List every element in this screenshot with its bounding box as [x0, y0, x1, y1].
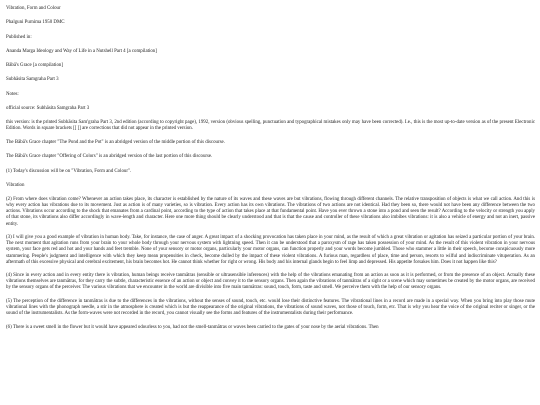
published-in-label: Published in:: [6, 34, 32, 40]
paragraph: (2) From where does vibration come? Whenever an action takes place, its character is established by the nature of its waves and these waves are but vibrations, flowing through different channels. The relative transposition of objects is what we call action. And this is why every action has vibrations due to its movement. Just as action is of many varieties, so is vibration. Every action has its own vibrations. The vibrations of two actions are not identical. Had they been so, there would not have been any difference between the two actions. Vibrations occur according to the shock that emanates from a cardinal point, according to the type of action that takes place at that fundamental point. Have you ever thrown a stone into a pond and seen the result? According to the velocity or strength you apply of that stone, its vibrations also differ accordingly in wave-length and character. Here one more thing should be clearly understood and that is that the cause and controller of these vibrations also imbibes vibrations: it is also a vehicle of energy and not an inert, passive entity.: [6, 197, 535, 227]
section-heading: Vibration: [6, 182, 25, 188]
grace-note: The Bābā's Grace chapter "Offering of Colors" is an abridged version of the last portion of this discourse.: [6, 154, 213, 160]
official-source-note: official source: Subhāsita Samgraha Part 3: [6, 105, 90, 111]
paragraph: (1) Today's discussion will be on "Vibration, Form and Colour".: [6, 168, 132, 174]
published-item: Subhāsita Samgraha Part 3: [6, 77, 59, 83]
published-item: Ananda Marga Ideology and Way of Life in a Nutshell Part 4 [a compilation]: [6, 48, 157, 54]
document-title: Vibration, Form and Colour: [6, 6, 61, 11]
version-note: this version: is the printed Subhāsita Sam'graha Part 3, 2nd edition (according to copyright page), 1992, version (obvious spelling, punctuation and typographical mistakes only may have been corrected). I.e., this is the most up-to-date version as of the present Electronic Edition. Words in square brackets [[ ]] are corrections that did not appear in the printed version.: [6, 120, 535, 132]
notes-label: Notes:: [6, 91, 19, 97]
paragraph: (5) The perception of the difference in tanmātras is due to the differences in the vibrations, without the senses of sound, touch, etc. would lose their distinctive features. The vibrational lines in a record are made in a special way. When you bring into play those mute vibrational lines with the phonograph needle, a stir in the atmosphere is created which is but the reappearance of the original vibrations, the vibrations of sound waves, not those of touch, form, etc. That is why you hear the voice of the original reciter or singer, or the sound of the instrumentalists. As the form-waves were not recorded in the record, you cannot visually see the forms and features of the instrumentalists during their performance.: [6, 299, 535, 317]
paragraph: (4) Since in every action and in every entity there is vibration, human beings receive tanmātras (sensible or ultrasensible inferences) with the help of the vibrations emanating from an action as soon as it is performed, or from the presence of an object. Actually these vibrations themselves are tanmātras, for they carry the subtle, characteristic essence of an action or object and convey it to the sensory organs. Then again the vibrations of tanmātras of a sight or a scene which may sometimes be created by the motor organs, are received by the sensory organs of the perceiver. The various vibrations that we encounter in the world are divisible into five main tanmātras: sound, touch, form, taste and smell. We perceive them with the help of our sensory organs.: [6, 273, 535, 291]
grace-note: The Bābā's Grace chapter "The Pond and the Pot" is an abridged version of the middle portion of this discourse.: [6, 140, 225, 146]
document-date: Phalguni Purnima 1950 DMC: [6, 20, 65, 26]
published-item: Bābā's Grace [a compilation]: [6, 63, 63, 69]
paragraph: (6) There is a sweet smell in the flower but it would have appeared odourless to you, had not the smell-tanmātras or waves been carried to the gates of your nose by the aerial vibrations. Then: [6, 325, 379, 331]
paragraph: (3) I will give you a good example of vibration in human body. Take, for instance, the case of anger. A great impact of a shocking provocation has taken place in your mind, as the result of which a great vibration or agitation has seized a particular portion of your brain. The next moment that agitation runs from your brain to your whole body through your nervous system with lightning speed. Then it can be understood that a paroxysm of rage has taken possession of your mind. As the result of this violent vibration in your nervous system, your face gets red and hot and your hands and feet tremble. None of your sensory or motor organs, particularly your motor organs, can function properly and your words become jumbled. Those who stammer a little in their speech, become conspicuously more stammering. People's judgment and intelligence with which they keep mean propensities in check, become dulled by the impact of these violent vibrations. A furious man, regardless of place, time and person, resorts to wilful and indiscriminate vituperation. As an aftermath of this excessive physical and cerebral excitement, his brain becomes hot. He cannot think whether for right or wrong. His body and his internal glands begin to feel limp and depressed. His appetite forsakes him. Does it not happen like this?: [6, 235, 535, 265]
